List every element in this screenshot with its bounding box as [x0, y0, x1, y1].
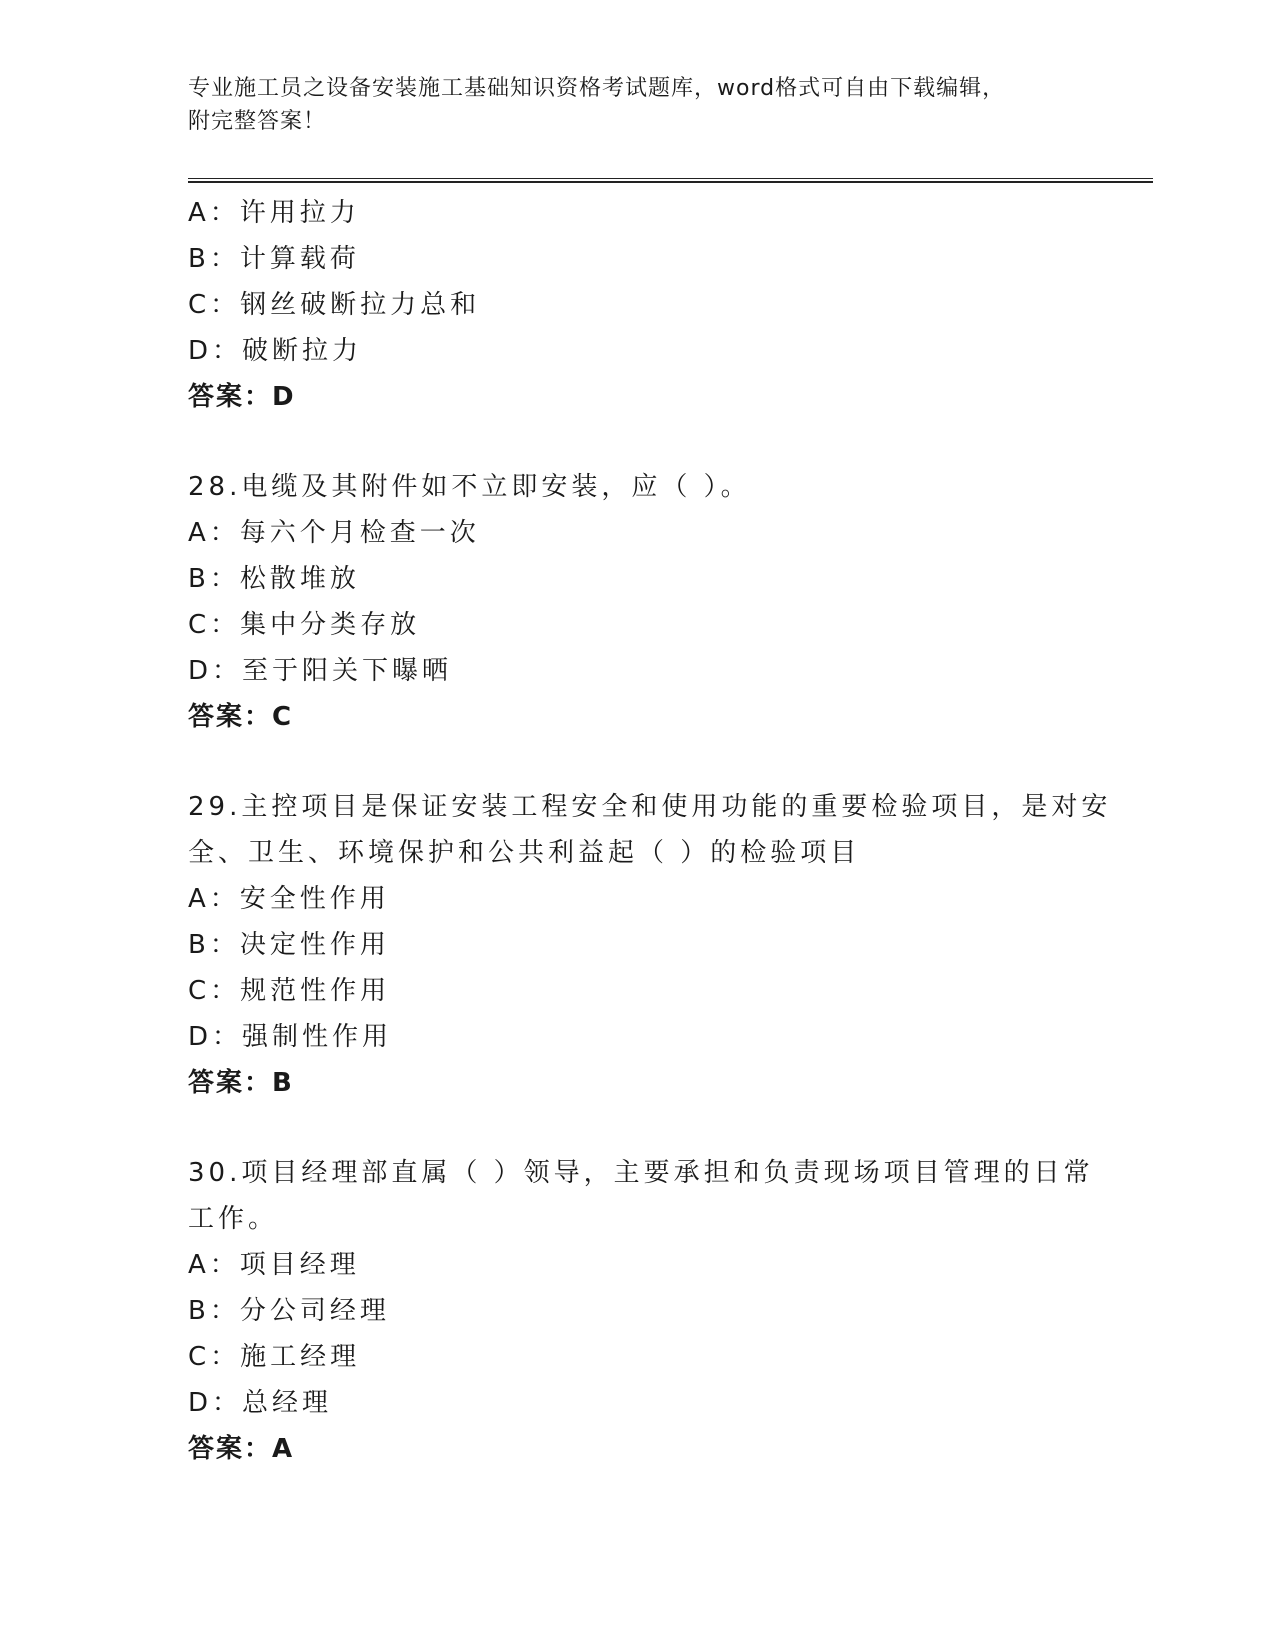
spacer: [188, 1106, 1088, 1150]
answer-line: 答案：A: [188, 1434, 295, 1464]
header-title-line2: 附完整答案！: [188, 109, 327, 134]
option-c: C：规范性作用: [188, 976, 391, 1006]
question-text-line1: 30.项目经理部直属（ ）领导，主要承担和负责现场项目管理的日常: [188, 1158, 1094, 1188]
question-text: 28.电缆及其附件如不立即安装，应（ ）。: [188, 472, 751, 502]
option-a: A：许用拉力: [188, 198, 360, 228]
option-d: D：破断拉力: [188, 336, 363, 366]
option-b: B：计算载荷: [188, 244, 360, 274]
option-a: A：安全性作用: [188, 884, 390, 914]
option-b: B：分公司经理: [188, 1296, 390, 1326]
answer-line: 答案：D: [188, 382, 296, 412]
spacer: [188, 420, 1088, 464]
option-d: D：强制性作用: [188, 1022, 393, 1052]
document-header: [188, 72, 1108, 138]
option-b: B：松散堆放: [188, 564, 360, 594]
question-28: [188, 464, 1088, 740]
question-text-line1: 29.主控项目是保证安装工程安全和使用功能的重要检验项目，是对安: [188, 792, 1112, 822]
option-c: C：钢丝破断拉力总和: [188, 290, 481, 320]
question-29: [188, 784, 1112, 1106]
question-30: [188, 1150, 1094, 1472]
option-c: C：集中分类存放: [188, 610, 421, 640]
question-text-line2: 工作。: [188, 1204, 279, 1234]
spacer: [188, 740, 1088, 784]
option-a: A：每六个月检查一次: [188, 518, 480, 548]
question-27: [188, 190, 1088, 420]
answer-line: 答案：B: [188, 1068, 294, 1098]
question-list: [188, 190, 1112, 1472]
option-a: A：项目经理: [188, 1250, 360, 1280]
answer-line: 答案：C: [188, 702, 294, 732]
header-divider: [188, 178, 1153, 183]
header-title-line1: 专业施工员之设备安装施工基础知识资格考试题库，word格式可自由下载编辑，: [188, 76, 1006, 101]
option-d: D：总经理: [188, 1388, 333, 1418]
option-b: B：决定性作用: [188, 930, 390, 960]
option-c: C：施工经理: [188, 1342, 361, 1372]
question-text-line2: 全、卫生、环境保护和公共利益起（ ）的检验项目: [188, 838, 861, 868]
option-d: D：至于阳关下曝晒: [188, 656, 453, 686]
